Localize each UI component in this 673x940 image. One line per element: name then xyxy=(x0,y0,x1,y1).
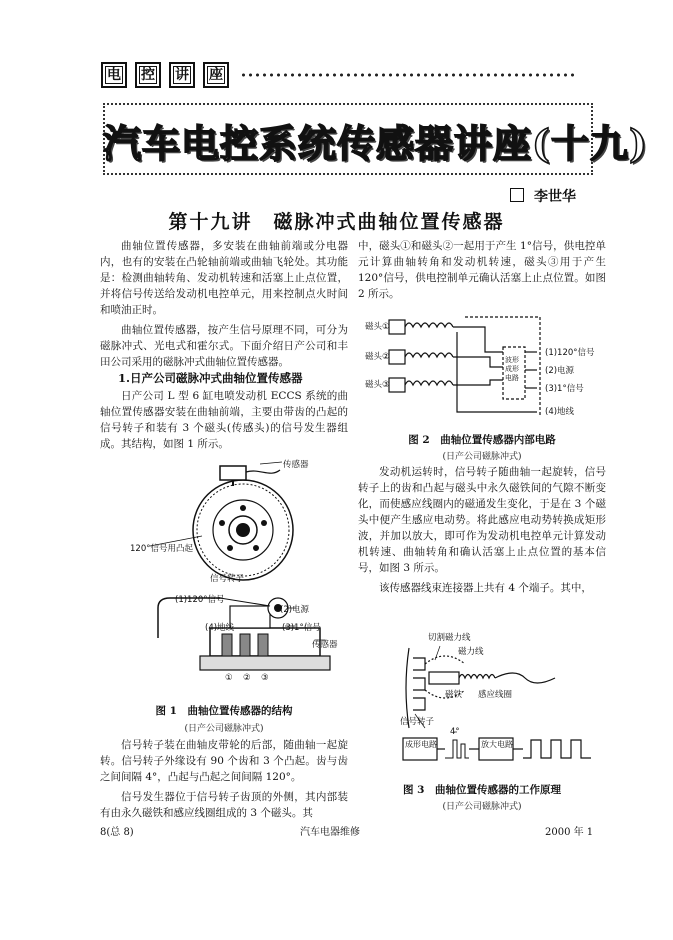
fig1-label: 120°信号用凸起 xyxy=(130,544,193,554)
fig2-label: (2)电源 xyxy=(545,366,575,376)
paragraph: 发动机运转时，信号转子随曲轴一起旋转，信号转子上的齿和凸起与磁头中永久磁铁间的气隙不断变化，而使感应线圈内的磁通发生变化，于是在 3 个磁头中便产生感应电动势。将此感应电动势转换成矩形波，并加以放大，即可作为发动机电控单元计算发动机转速、曲轴转角和确认活塞上止点位置的基本信号，如图 3 所示。 xyxy=(358,466,606,574)
coil-1 xyxy=(389,320,453,334)
fig1-caption: 图 1 曲轴位置传感器的结构 xyxy=(155,705,293,717)
author-box-icon xyxy=(510,188,524,202)
coil-2 xyxy=(389,350,453,364)
fig1-label: (4)地线 xyxy=(205,623,235,633)
fig1-label: 传感器 xyxy=(312,640,338,650)
fig2-label: (4)地线 xyxy=(545,407,575,417)
fig1-label: (2)电源 xyxy=(280,605,310,615)
fig2-subcaption: (日产公司磁脉冲式) xyxy=(442,452,522,462)
paragraph: 信号发生器位于信号转子齿顶的外侧，其内部装有由永久磁铁和感应线圈组成的 3 个磁头。其 xyxy=(100,791,348,819)
fig3-caption: 图 3 曲轴位置传感器的工作原理 xyxy=(403,784,561,796)
header-char-box xyxy=(203,62,229,88)
footer-date: 2000 年 1 xyxy=(545,827,594,838)
fig3-label: 4° xyxy=(450,727,460,737)
fig1-subcaption: (日产公司磁脉冲式) xyxy=(184,724,264,734)
paragraph: 日产公司 L 型 6 缸电喷发动机 ECCS 系统的曲轴位置传感器安装在曲轴前端，主要由带齿的凸起的信号转子和装有 3 个磁头(传感头)的信号发生器组成。其结构，如图 1 所示。 xyxy=(100,390,348,450)
right-column-mid xyxy=(358,464,606,596)
section-heading: 1.日产公司磁脉冲式曲轴位置传感器 xyxy=(118,371,303,385)
footer-journal: 汽车电器维修 xyxy=(300,827,360,838)
fig3-subcaption: (日产公司磁脉冲式) xyxy=(442,802,522,812)
fig3-label: 磁力线 xyxy=(458,647,484,657)
fig3-label: 感应线圈 xyxy=(478,690,513,700)
fig2-label: (3)1°信号 xyxy=(545,384,584,394)
decorative-dot-line xyxy=(240,70,575,80)
header-char: 控 xyxy=(141,67,155,83)
header-char-box xyxy=(101,62,127,88)
fig1-label: (1)120°信号 xyxy=(175,595,225,605)
paragraph: 曲轴位置传感器，按产生信号原理不同，可分为磁脉冲式、光电式和霍尔式。下面介绍日产公司和丰田公司采用的磁脉冲式曲轴位置传感器。 xyxy=(100,324,348,368)
left-column-bottom xyxy=(100,737,348,821)
fig1-label: ② xyxy=(243,673,251,683)
fig3-label: 信号转子 xyxy=(400,717,435,727)
header-char-box xyxy=(135,62,161,88)
fig2-label: 磁头① xyxy=(365,322,390,332)
fig3-label: 切割磁力线 xyxy=(428,633,471,643)
fig1-label: 信号转子 xyxy=(210,574,245,584)
fig2-label: 磁头② xyxy=(365,352,390,362)
paragraph: 曲轴位置传感器，多安装在曲轴前端或分电器内，也有的安装在凸轮轴前端或曲轴飞轮处。其功能是：检测曲轴转角、发动机转速和活塞上止点位置，并将信号传送给发动机电控单元，用来控制点火时间和喷油正时。 xyxy=(100,240,348,316)
header-char: 座 xyxy=(209,67,223,83)
lecture-title: 第十九讲 磁脉冲式曲轴位置传感器 xyxy=(168,211,505,233)
fig1-label: (3)1°信号 xyxy=(282,623,321,633)
title-banner xyxy=(103,103,648,175)
paragraph: 信号转子装在曲轴皮带轮的后部，随曲轴一起旋转。信号转子外缘设有 90 个齿和 3 个凸起。齿与齿之间间隔 4°，凸起与凸起之间间隔 120°。 xyxy=(100,739,348,783)
banner-title: 汽车电控系统传感器讲座(十九) xyxy=(103,121,648,166)
rotor-teeth xyxy=(413,658,425,710)
coil-3 xyxy=(389,378,453,392)
fig1-label: 传感器 xyxy=(283,460,309,470)
fig1-label: ① xyxy=(225,673,233,683)
right-column-top xyxy=(358,238,606,302)
fig2-label: 磁头③ xyxy=(365,380,390,390)
author-name: 李世华 xyxy=(534,189,576,205)
header-char: 电 xyxy=(107,67,121,83)
header-char-box xyxy=(169,62,195,88)
fig2-label: (1)120°信号 xyxy=(545,348,595,358)
fig2-shaping-label: 波形成形电路 xyxy=(505,356,519,382)
paragraph: 该传感器线束连接器上共有 4 个端子。其中， xyxy=(379,582,592,594)
fig2-caption: 图 2 曲轴位置传感器内部电路 xyxy=(408,434,556,446)
fig3-label: 磁铁 xyxy=(445,690,463,700)
fig1-label: ③ xyxy=(261,673,269,683)
footer-page-number: 8(总 8) xyxy=(100,827,134,838)
left-column-top xyxy=(100,238,348,370)
left-column-mid xyxy=(100,388,348,452)
fig3-block-label: 放大电路 xyxy=(481,740,513,749)
paragraph: 中，磁头①和磁头②一起用于产生 1°信号，供电控单元计算曲轴转角和发动机转速，磁头③用于产生 120°信号，供电控制单元确认活塞上止点位置。如图 2 所示。 xyxy=(358,240,606,300)
header-char: 讲 xyxy=(175,67,189,83)
fig3-block-label: 成形电路 xyxy=(405,740,437,749)
author xyxy=(510,186,576,206)
